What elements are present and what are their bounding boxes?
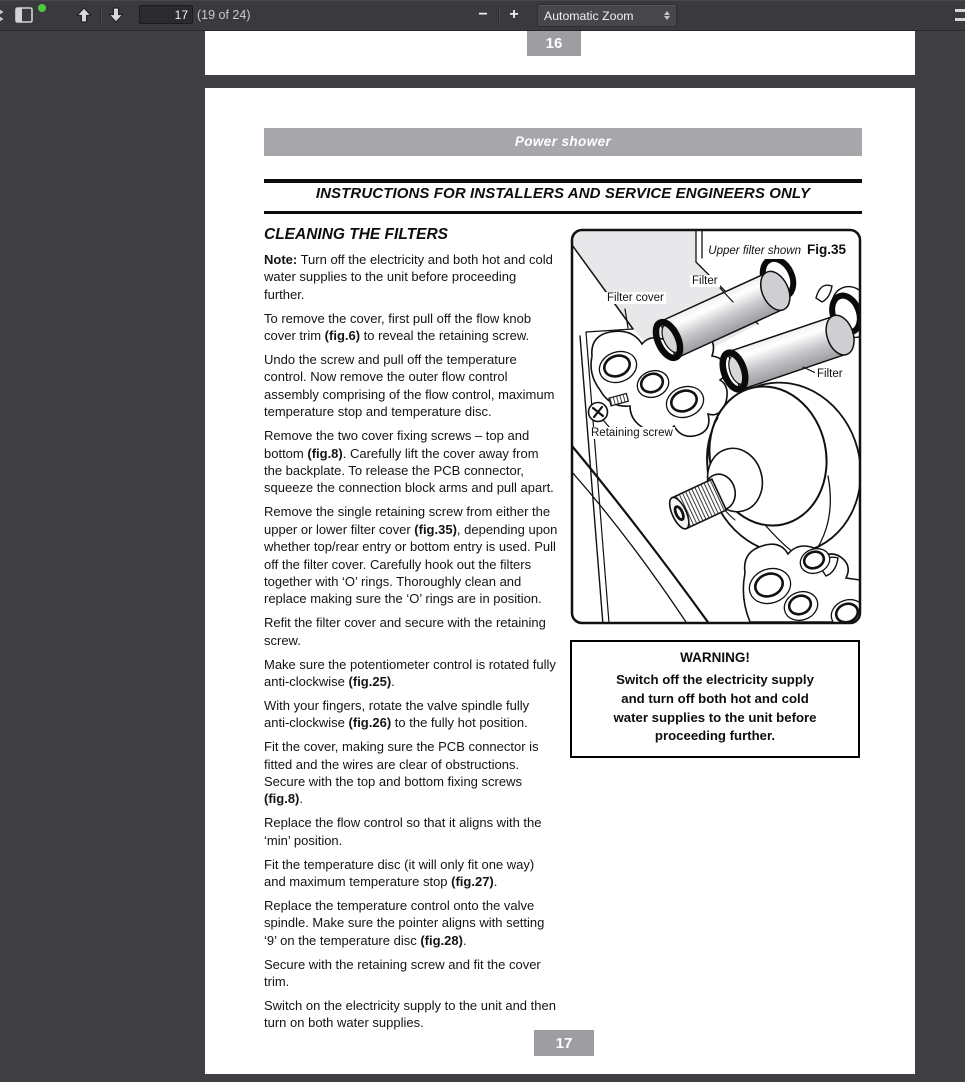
- zoom-level-select[interactable]: [537, 4, 677, 27]
- body-paragraph: Remove the single retaining screw from either the upper or lower filter cover (fig.35), depending upon whether top/rear entry or bottom entry is used. Pull off the filter cover. Carefully hook out the filters together with ‘O’ rings. Thoroughly clean and replace making sure the ‘O’ rings are in position.: [264, 504, 558, 607]
- toolbar-divider: [498, 6, 499, 23]
- figure-caption: [706, 241, 848, 259]
- section-title: INSTRUCTIONS FOR INSTALLERS AND SERVICE ENGINEERS ONLY: [315, 185, 811, 202]
- warning-title: WARNING!: [680, 650, 750, 665]
- rule-bottom: [264, 211, 862, 214]
- left-column: [264, 226, 558, 1038]
- body-paragraph: Refit the filter cover and secure with the retaining screw.: [264, 615, 546, 648]
- body-paragraph: Remove the two cover fixing screws – top and bottom (fig.8). Carefully lift the cover away from the backplate. To release the PCB connector, squeeze the connection block arms and pull apart.: [264, 428, 554, 496]
- body-paragraph: Secure with the retaining screw and fit the cover trim.: [264, 956, 541, 990]
- label-filter-cover: Filter cover: [607, 292, 664, 304]
- chapter-banner: Power shower: [264, 128, 862, 156]
- body-paragraph: To remove the cover, first pull off the flow knob cover trim (fig.6) to reveal the retaining screw.: [264, 310, 532, 344]
- updown-spinner-icon: [664, 11, 670, 20]
- page-17: [205, 88, 915, 1074]
- body-paragraphs: [264, 251, 558, 1032]
- label-filter-top: Filter: [692, 275, 718, 287]
- body-paragraph: Fit the cover, making sure the PCB connector is fitted and the wires are clear of obstructions. Secure with the top and bottom fixing screws (fig.8).: [264, 739, 539, 807]
- figure-note: Upper filter shown: [708, 245, 801, 257]
- subsection-heading: CLEANING THE FILTERS: [264, 226, 448, 243]
- clipped-tools-icon[interactable]: [951, 0, 965, 30]
- sidebar-toggle-icon[interactable]: [12, 0, 36, 30]
- warning-line: proceeding further.: [654, 728, 776, 744]
- body-paragraph: Note: Turn off the electricity and both hot and cold water supplies to the unit before proceeding further.: [264, 252, 553, 302]
- figure-35: [570, 228, 862, 625]
- body-paragraph: Undo the screw and pull off the temperature control. Now remove the outer flow control assembly comprising of the flow control, maximum temperature stop and temperature disc.: [264, 352, 555, 420]
- clipped-toolbar-icon[interactable]: [0, 0, 8, 30]
- figure-number: Fig.35: [806, 242, 846, 257]
- body-paragraph: Make sure the potentiometer control is rotated fully anti-clockwise (fig.25).: [264, 656, 556, 689]
- previous-page-button[interactable]: [72, 0, 96, 30]
- body-paragraph: Replace the temperature control onto the valve spindle. Make sure the pointer aligns with setting ‘9’ on the temperature disc (fig.28).: [264, 897, 545, 948]
- label-filter-right: Filter: [817, 368, 843, 380]
- body-paragraph: Switch on the electricity supply to the unit and then turn on both water supplies.: [264, 997, 556, 1031]
- label-retaining-screw: Retaining screw: [591, 427, 673, 439]
- toolbar-divider: [100, 6, 101, 23]
- body-paragraph: With your fingers, rotate the valve spindle fully anti-clockwise (fig.26) to the fully hot position.: [264, 697, 530, 731]
- page-number-badge: 16: [527, 31, 581, 56]
- pdf-viewer-canvas[interactable]: [0, 30, 965, 1082]
- right-column: [570, 228, 862, 758]
- next-page-button[interactable]: [104, 0, 128, 30]
- zoom-in-button[interactable]: +: [509, 6, 519, 23]
- pdf-toolbar: [0, 0, 965, 31]
- body-paragraph: Replace the flow control so that it aligns with the ‘min’ position.: [264, 815, 542, 848]
- warning-line: Switch off the electricity supply: [616, 672, 814, 687]
- warning-line: water supplies to the unit before: [613, 709, 817, 725]
- status-dot: [38, 4, 46, 12]
- warning-line: and turn off both hot and cold: [621, 690, 809, 706]
- page-number-badge: 17: [534, 1030, 594, 1056]
- page-count-label: (19 of 24): [197, 8, 251, 22]
- page-16-partial: [205, 30, 915, 75]
- zoom-level-value: Automatic Zoom: [544, 8, 634, 23]
- page-number-input[interactable]: [139, 5, 193, 24]
- warning-lines: [586, 671, 844, 746]
- warning-box: [570, 640, 860, 758]
- body-paragraph: Fit the temperature disc (it will only fit one way) and maximum temperature stop (fig.27).: [264, 856, 535, 889]
- zoom-out-button[interactable]: −: [478, 6, 488, 23]
- rule-top: [264, 179, 862, 183]
